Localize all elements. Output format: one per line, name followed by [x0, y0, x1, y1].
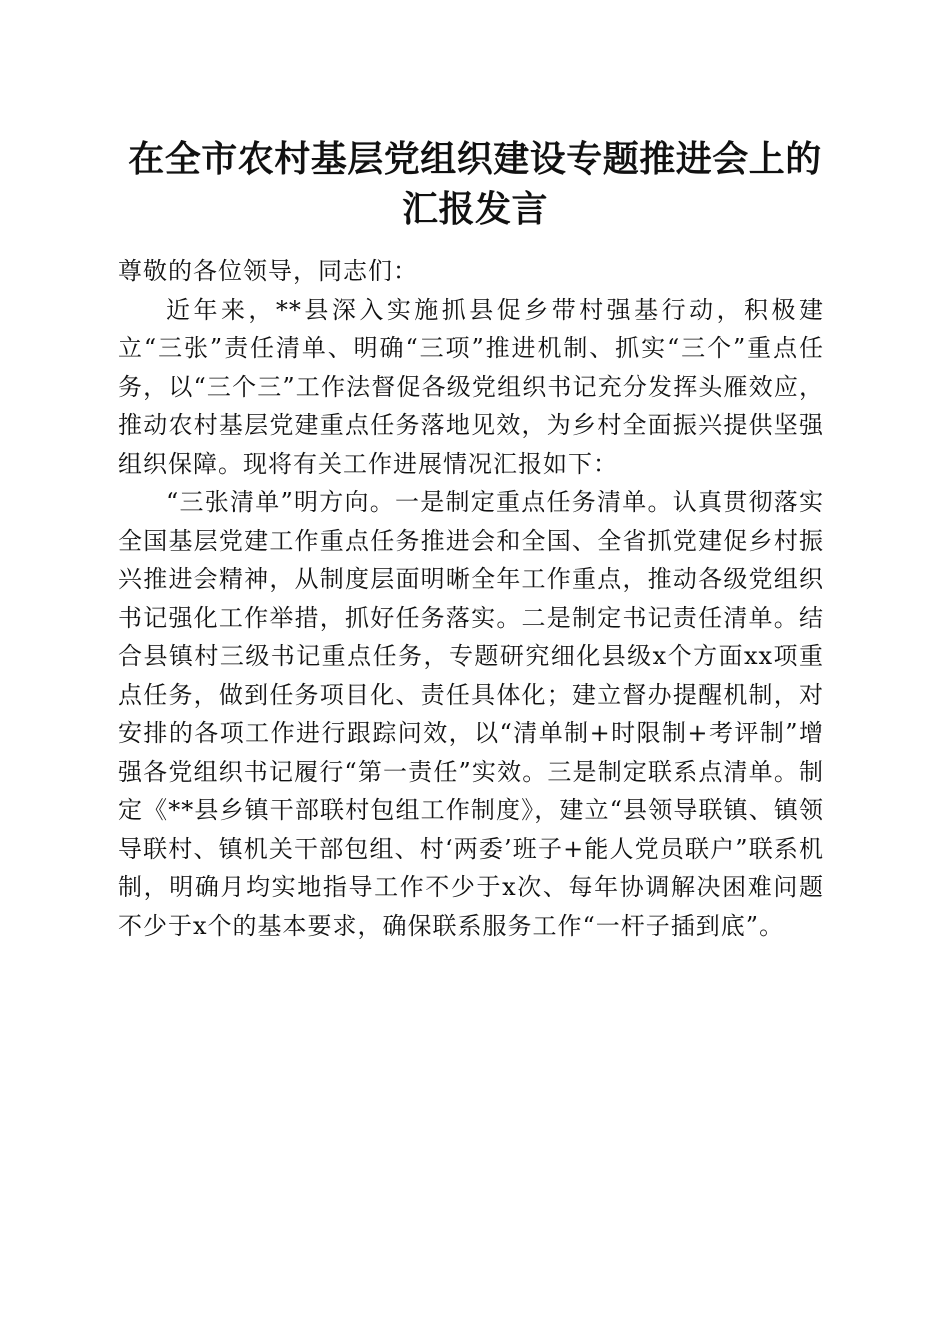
document-body	[118, 252, 824, 945]
paragraph-intro: 近年来，**县深入实施抓县促乡带村强基行动，积极建立“三张”责任清单、明确“三项”推进机制、抓实“三个”重点任务，以“三个三”工作法督促各级党组织书记充分发挥头雁效应，推动农村基层党建重点任务落地见效，为乡村全面振兴提供坚强组织保障。现将有关工作进展情况汇报如下：	[118, 295, 824, 478]
document-title: 在全市农村基层党组织建设专题推进会上的汇报发言	[128, 138, 822, 230]
paragraph-three-lists: “三张清单”明方向。一是制定重点任务清单。认真贯彻落实全国基层党建工作重点任务推进会和全国、全省抓党建促乡村振兴推进会精神，从制度层面明晰全年工作重点，推动各级党组织书记强化工作举措，抓好任务落实。二是制定书记责任清单。结合县镇村三级书记重点任务，专题研究细化县级x个方面xx项重点任务，做到任务项目化、责任具体化；建立督办提醒机制，对安排的各项工作进行跟踪问效，以“清单制+时限制+考评制”增强各党组织书记履行“第一责任”实效。三是制定联系点清单。制定《**县乡镇干部联村包组工作制度》，建立“县领导联镇、镇领导联村、镇机关干部包组、村‘两委’班子+能人党员联户”联系机制，明确月均实地指导工作不少于x次、每年协调解决困难问题不少于x个的基本要求，确保联系服务工作“一杆子插到底”。	[118, 488, 824, 940]
salutation: 尊敬的各位领导，同志们：	[118, 257, 418, 285]
